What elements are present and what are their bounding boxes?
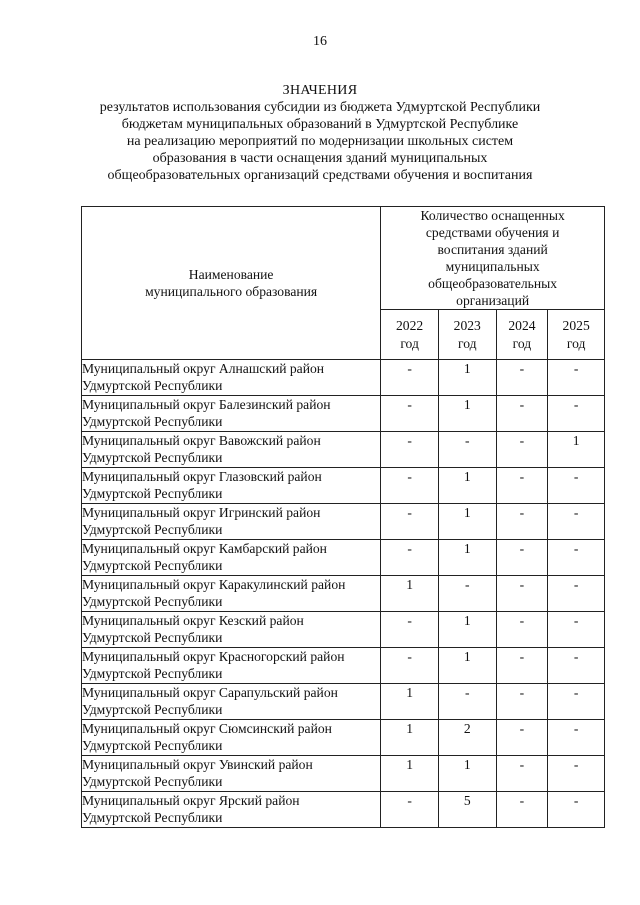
year-label: 2022: [396, 317, 424, 333]
municipality-name-line: Удмуртской Республики: [82, 774, 223, 789]
header-line: организаций: [456, 293, 530, 308]
year-header: [548, 310, 605, 360]
municipality-name-cell: [82, 684, 381, 720]
value-cell: -: [496, 540, 548, 576]
municipality-name-line: Муниципальный округ Каракулинский район: [82, 577, 346, 592]
municipality-name-line: Муниципальный округ Игринский район: [82, 505, 321, 520]
municipality-name-line: Удмуртской Республики: [82, 522, 223, 537]
municipality-name-cell: [82, 540, 381, 576]
municipality-name-line: Муниципальный округ Ярский район: [82, 793, 300, 808]
value-cell: -: [381, 648, 439, 684]
value-cell: 1: [438, 468, 496, 504]
value-cell: -: [496, 792, 548, 828]
value-cell: -: [496, 756, 548, 792]
value-cell: 1: [381, 720, 439, 756]
value-cell: -: [496, 576, 548, 612]
table-row: [82, 576, 605, 612]
quantity-column-header: [381, 207, 605, 310]
municipality-name-line: Удмуртской Республики: [82, 414, 223, 429]
municipality-name-cell: [82, 468, 381, 504]
value-cell: 1: [438, 756, 496, 792]
year-unit: год: [400, 335, 419, 351]
year-unit: год: [457, 335, 477, 351]
document-heading: [0, 82, 640, 184]
municipality-name-line: Муниципальный округ Увинский район: [82, 757, 313, 772]
value-cell: -: [496, 432, 548, 468]
heading-title: ЗНАЧЕНИЯ: [282, 83, 358, 98]
municipality-name-line: Муниципальный округ Кезский район: [82, 613, 304, 628]
value-cell: -: [496, 396, 548, 432]
year-unit: год: [512, 335, 532, 351]
municipality-name-cell: [82, 648, 381, 684]
municipality-name-cell: [82, 756, 381, 792]
header-line: общеобразовательных: [428, 276, 558, 291]
value-cell: -: [496, 360, 548, 396]
value-cell: 1: [438, 612, 496, 648]
municipality-name-line: Муниципальный округ Балезинский район: [82, 397, 331, 412]
value-cell: -: [548, 396, 605, 432]
value-cell: -: [496, 468, 548, 504]
value-cell: -: [548, 468, 605, 504]
value-cell: -: [496, 720, 548, 756]
heading-line: результатов использования субсидии из бюджета Удмуртской Республики: [99, 100, 541, 115]
header-line: Количество оснащенных: [420, 208, 565, 223]
municipality-name-cell: [82, 612, 381, 648]
table-row: [82, 648, 605, 684]
value-cell: -: [381, 396, 439, 432]
value-cell: -: [381, 360, 439, 396]
municipality-name-line: Муниципальный округ Красногорский район: [82, 649, 345, 664]
value-cell: -: [548, 792, 605, 828]
municipality-name-line: Удмуртской Республики: [82, 378, 223, 393]
value-cell: 1: [381, 684, 439, 720]
municipality-name-cell: [82, 360, 381, 396]
municipality-name-line: Удмуртской Республики: [82, 702, 223, 717]
value-cell: -: [548, 360, 605, 396]
value-cell: -: [548, 684, 605, 720]
table-row: [82, 360, 605, 396]
municipality-name-line: Муниципальный округ Вавожский район: [82, 433, 321, 448]
year-label: 2025: [562, 317, 590, 333]
header-line: средствами обучения и: [425, 225, 560, 240]
heading-line: на реализацию мероприятий по модернизации школьных систем: [126, 134, 514, 149]
municipality-name-line: Удмуртской Республики: [82, 630, 223, 645]
value-cell: -: [548, 612, 605, 648]
table-row: [82, 504, 605, 540]
header-line: муниципального образования: [145, 284, 318, 299]
municipality-name-line: Удмуртской Республики: [82, 738, 223, 753]
heading-line: общеобразовательных организаций средствами обучения и воспитания: [107, 168, 533, 183]
value-cell: 1: [438, 504, 496, 540]
value-cell: 1: [438, 540, 496, 576]
table-row: [82, 432, 605, 468]
year-label: 2024: [508, 317, 536, 333]
value-cell: 2: [438, 720, 496, 756]
value-cell: 1: [438, 648, 496, 684]
value-cell: 1: [381, 576, 439, 612]
table-row: [82, 396, 605, 432]
value-cell: -: [496, 648, 548, 684]
municipality-name-cell: [82, 720, 381, 756]
municipality-name-cell: [82, 576, 381, 612]
value-cell: -: [381, 504, 439, 540]
value-cell: 1: [438, 396, 496, 432]
value-cell: 1: [381, 756, 439, 792]
value-cell: -: [381, 612, 439, 648]
value-cell: -: [381, 468, 439, 504]
year-header: [381, 310, 439, 360]
page-number: 16: [313, 34, 327, 49]
value-cell: -: [548, 720, 605, 756]
value-cell: -: [548, 756, 605, 792]
year-header: [438, 310, 496, 360]
value-cell: -: [548, 540, 605, 576]
municipality-name-cell: [82, 396, 381, 432]
value-cell: 1: [548, 432, 605, 468]
municipality-name-cell: [82, 432, 381, 468]
municipality-name-line: Муниципальный округ Алнашский район: [82, 361, 325, 376]
year-label: 2023: [453, 317, 481, 333]
value-cell: -: [496, 684, 548, 720]
municipality-name-line: Муниципальный округ Сюмсинский район: [82, 721, 332, 736]
municipality-name-line: Муниципальный округ Камбарский район: [82, 541, 327, 556]
value-cell: 1: [438, 360, 496, 396]
municipality-name-cell: [82, 504, 381, 540]
value-cell: -: [548, 648, 605, 684]
value-cell: -: [438, 432, 496, 468]
header-row: [82, 207, 605, 310]
results-table: [81, 206, 605, 828]
municipality-name-line: Удмуртской Республики: [82, 594, 223, 609]
value-cell: -: [438, 684, 496, 720]
table-row: [82, 720, 605, 756]
heading-line: образования в части оснащения зданий муниципальных: [152, 151, 488, 166]
municipality-name-line: Муниципальный округ Глазовский район: [82, 469, 322, 484]
value-cell: -: [548, 576, 605, 612]
header-line: воспитания зданий: [437, 242, 548, 257]
year-header: [496, 310, 548, 360]
value-cell: 5: [438, 792, 496, 828]
municipality-name-cell: [82, 792, 381, 828]
year-unit: год: [566, 335, 586, 351]
municipality-name-line: Муниципальный округ Сарапульский район: [82, 685, 338, 700]
municipality-name-line: Удмуртской Республики: [82, 558, 223, 573]
table-row: [82, 540, 605, 576]
value-cell: -: [496, 504, 548, 540]
table-row: [82, 468, 605, 504]
heading-line: бюджетам муниципальных образований в Удмуртской Республике: [121, 117, 519, 132]
header-line: Наименование: [188, 267, 274, 282]
value-cell: -: [438, 576, 496, 612]
value-cell: -: [496, 612, 548, 648]
table-row: [82, 792, 605, 828]
table-row: [82, 612, 605, 648]
value-cell: -: [381, 432, 439, 468]
table-body: [82, 360, 605, 828]
value-cell: -: [381, 540, 439, 576]
header-line: муниципальных: [445, 259, 540, 274]
table-row: [82, 756, 605, 792]
value-cell: -: [548, 504, 605, 540]
municipality-name-line: Удмуртской Республики: [82, 486, 223, 501]
table-row: [82, 684, 605, 720]
municipality-name-line: Удмуртской Республики: [82, 450, 223, 465]
municipality-column-header: [82, 207, 381, 360]
municipality-name-line: Удмуртской Республики: [82, 810, 223, 825]
value-cell: -: [381, 792, 439, 828]
municipality-name-line: Удмуртской Республики: [82, 666, 223, 681]
